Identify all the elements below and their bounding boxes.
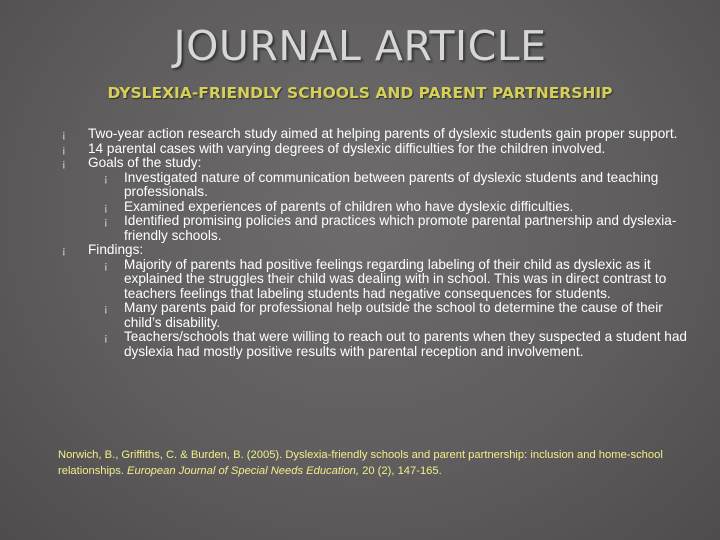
citation-journal: European Journal of Special Needs Education, (127, 465, 360, 477)
bullet-icon: ¡ (62, 143, 66, 156)
list-item-text: Examined experiences of parents of children who have dyslexic difficulties. (124, 198, 574, 214)
list-item (62, 156, 694, 171)
list-item (62, 330, 694, 359)
list-item (62, 301, 694, 330)
bullet-list (62, 127, 694, 359)
bullet-icon: ¡ (104, 259, 108, 272)
bullet-icon: ¡ (104, 201, 108, 214)
list-item-text: Identified promising policies and practices which promote parental partnership and dyslexia-friendly schools. (124, 213, 677, 243)
list-item-text: Many parents paid for professional help outside the school to determine the cause of their child’s disability. (124, 300, 663, 330)
bullet-icon: ¡ (62, 129, 66, 141)
list-item (62, 127, 694, 142)
slide-subtitle: DYSLEXIA-FRIENDLY SCHOOLS AND PARENT PARTNERSHIP (107, 84, 613, 102)
list-item-text: Goals of the study: (88, 155, 202, 170)
list-item (62, 142, 694, 157)
bullet-icon: ¡ (104, 172, 108, 185)
list-item-text: Investigated nature of communication between parents of dyslexic students and teaching professionals. (124, 169, 659, 199)
bullet-icon: ¡ (104, 216, 108, 228)
list-item-text: 14 parental cases with varying degrees of dyslexic difficulties for the children involved. (88, 140, 606, 156)
list-item (62, 171, 694, 200)
list-item (62, 258, 694, 302)
citation-details: 20 (2), 147-165. (359, 465, 442, 477)
citation-authors: Norwich, B., Griffiths, C. & Burden, B. (2005). Dyslexia-friendly schools and parent partnership: inclusion and home-school relationships. (58, 449, 663, 477)
slide-title: JOURNAL ARTICLE (173, 22, 547, 70)
bullet-icon: ¡ (62, 158, 66, 170)
list-item-text: Two-year action research study aimed at helping parents of dyslexic students gain proper support. (88, 126, 678, 141)
bullet-icon: ¡ (62, 245, 66, 257)
list-item-text: Findings: (88, 242, 144, 257)
bullet-icon: ¡ (104, 332, 108, 344)
list-item (62, 200, 694, 215)
bullet-icon: ¡ (104, 303, 108, 315)
list-item-text: Teachers/schools that were willing to reach out to parents when they suspected a student had dyslexia had mostly positive results with parental reception and involvement. (124, 329, 687, 359)
list-item (62, 243, 694, 258)
list-item-text: Majority of parents had positive feelings regarding labeling of their child as dyslexic as it explained the struggles their child was dealing with in school. This was in direct contrast to teachers feelings that labeling students had negative consequences for students. (124, 256, 667, 301)
citation (58, 447, 698, 479)
list-item (62, 214, 694, 243)
